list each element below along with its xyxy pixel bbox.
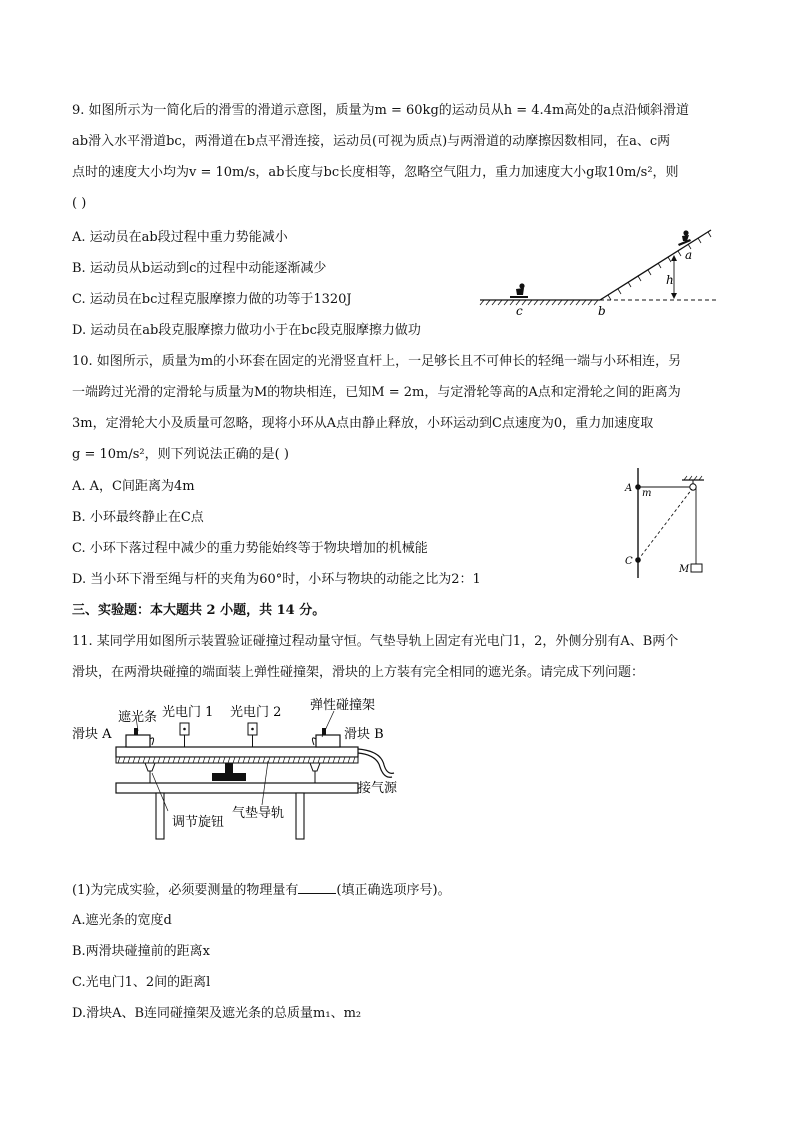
knob-icon bbox=[145, 763, 155, 771]
q9-option-a: A. 运动员在ab段过程中重力势能减小 bbox=[72, 230, 288, 245]
q10-line-3: 3m，定滑轮大小及质量可忽略，现将小环从A点由静止释放，小环运动到C点速度为0，重力加速度取 bbox=[72, 416, 654, 431]
knob-icon bbox=[310, 763, 320, 771]
q9-line-4: ( ) bbox=[72, 196, 87, 211]
label-knob: 调节旋钮 bbox=[172, 815, 225, 830]
slider-a-icon bbox=[126, 735, 150, 747]
q11-sub1 bbox=[72, 881, 451, 900]
skier-icon bbox=[510, 283, 528, 298]
answer-blank[interactable] bbox=[298, 881, 336, 894]
q10-option-b: B. 小环最终静止在C点 bbox=[72, 510, 204, 525]
label-slider-b: 滑块 B bbox=[344, 727, 384, 742]
label-air-source: 接气源 bbox=[358, 781, 398, 796]
label-b: b bbox=[598, 304, 606, 318]
q9-ski-slope-figure bbox=[478, 228, 718, 320]
q11-option-a: A.遮光条的宽度d bbox=[72, 913, 172, 928]
q9-option-d: D. 运动员在ab段克服摩擦力做功小于在bc段克服摩擦力做功 bbox=[72, 323, 421, 338]
slider-b-icon bbox=[316, 735, 340, 747]
label-M: M bbox=[679, 564, 690, 575]
q11-option-c: C.光电门1、2间的距离l bbox=[72, 975, 211, 990]
label-bumper: 弹性碰撞架 bbox=[310, 698, 376, 713]
label-h: h bbox=[666, 273, 674, 287]
label-C: C bbox=[625, 556, 633, 567]
label-gate-2: 光电门 2 bbox=[230, 705, 282, 720]
q10-pulley-figure bbox=[622, 466, 722, 580]
q11-air-track-figure bbox=[72, 695, 412, 845]
q9-line-3: 点时的速度大小均为v = 10m/s，ab长度与bc长度相等，忽略空气阻力，重力加速度大小g取10m/s²，则 bbox=[72, 165, 679, 180]
label-track: 气垫导轨 bbox=[232, 806, 285, 821]
q10-option-d: D. 当小环下滑至绳与杆的夹角为60°时，小环与物块的动能之比为2：1 bbox=[72, 572, 481, 587]
q11-option-b: B.两滑块碰撞前的距离x bbox=[72, 944, 211, 959]
q11-line-1: 11. 某同学用如图所示装置验证碰撞过程动量守恒。气垫导轨上固定有光电门1，2，外侧分别有A、B两个 bbox=[72, 634, 679, 649]
label-m: m bbox=[642, 488, 652, 499]
q11-line-2: 滑块，在两滑块碰撞的端面装上弹性碰撞架，滑块的上方装有完全相同的遮光条。请完成下列问题： bbox=[72, 665, 645, 680]
q9-line-2: ab滑入水平滑道bc，两滑道在b点平滑连接，运动员(可视为质点)与两滑道的动摩擦因数相同，在a、c两 bbox=[72, 134, 671, 149]
ring-icon bbox=[635, 484, 641, 490]
label-gate-1: 光电门 1 bbox=[162, 705, 214, 720]
label-A: A bbox=[625, 483, 633, 494]
q11-sub1-suffix: (填正确选项序号)。 bbox=[336, 883, 451, 898]
q11-sub1-prefix: (1)为完成实验，必须要测量的物理量有 bbox=[72, 883, 299, 898]
q10-line-4: g = 10m/s²，则下列说法正确的是( ) bbox=[72, 447, 289, 462]
q9-option-b: B. 运动员从b运动到c的过程中动能逐渐减少 bbox=[72, 261, 327, 276]
label-a: a bbox=[685, 248, 693, 262]
label-c: c bbox=[516, 304, 523, 318]
section-title: 三、实验题：本大题共 2 小题，共 14 分。 bbox=[72, 603, 326, 618]
label-shading-strip: 遮光条 bbox=[118, 710, 158, 725]
pulley-icon bbox=[690, 484, 696, 490]
q10-line-1: 10. 如图所示，质量为m的小环套在固定的光滑竖直杆上，一足够长且不可伸长的轻绳一端与小环相连，另 bbox=[72, 354, 682, 369]
label-slider-a: 滑块 A bbox=[72, 727, 112, 742]
q11-option-d: D.滑块A、B连同碰撞架及遮光条的总质量m₁、m₂ bbox=[72, 1006, 362, 1021]
q10-option-c: C. 小环下落过程中减少的重力势能始终等于物块增加的机械能 bbox=[72, 541, 428, 556]
q9-option-c: C. 运动员在bc过程克服摩擦力做的功等于1320J bbox=[72, 292, 352, 307]
ring-icon bbox=[635, 557, 641, 563]
block-icon bbox=[691, 564, 702, 572]
q10-option-a: A. A，C间距离为4m bbox=[72, 479, 195, 494]
q10-line-2: 一端跨过光滑的定滑轮与质量为M的物块相连，已知M = 2m，与定滑轮等高的A点和定滑轮之间的距离为 bbox=[72, 385, 681, 400]
q9-line-1: 9. 如图所示为一简化后的滑雪的滑道示意图，质量为m = 60kg的运动员从h = 4.4m高处的a点沿倾斜滑道 bbox=[72, 103, 690, 118]
